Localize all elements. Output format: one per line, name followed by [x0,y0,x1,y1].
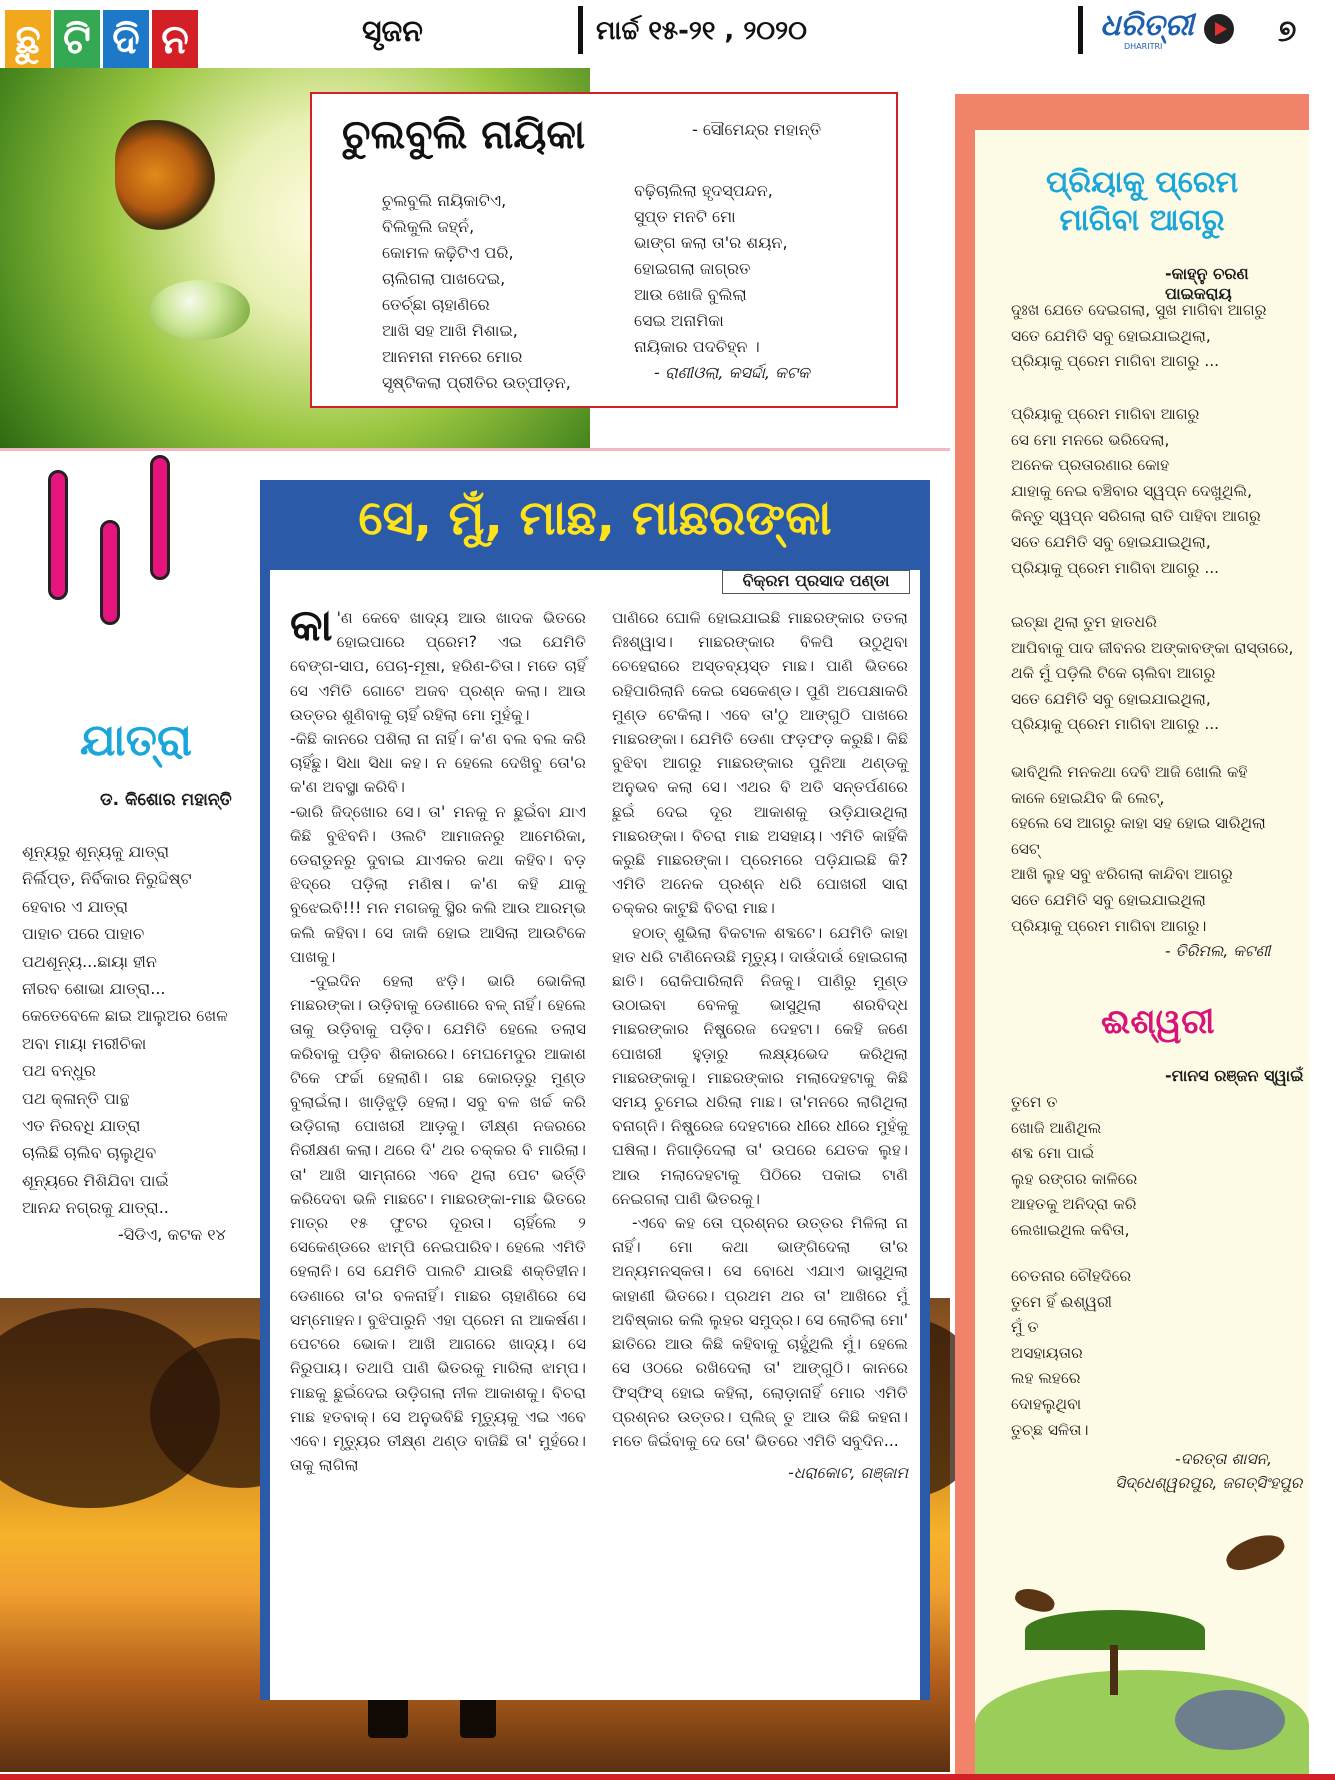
poem-column-2 [634,178,810,386]
poem-line: ଶୂନ୍ୟରୁ ଶୂନ୍ୟକୁ ଯାତ୍ରା [22,842,170,861]
poem-line: ସତେ ଯେମିତି ସବୁ ହୋଇଯାଇଥିଲା, [1011,326,1211,345]
poem-line: ସତେ ଯେମିତି ସବୁ ହୋଇଯାଇଥିଲା, [1011,532,1211,551]
poem-line: ହେଲେ ସେ ଆଗରୁ କାହା ସହ ହୋଇ ସାରିଥିଲା [1011,814,1266,833]
yatra-title: ଯାତ୍ରା [80,715,192,766]
poem-line: ସତେ ଯେମିତି ସବୁ ହୋଇଯାଇଥିଲା [1011,890,1206,909]
priya-stanza-4 [1011,760,1266,939]
poem-line: ଯାହାକୁ ନେଇ ବଞ୍ଚିବାର ସ୍ୱପ୍ନ ଦେଖୁଥିଲି, [1011,481,1253,500]
yatra-sign: -ସିଡିଏ, କଟକ ୧୪ [118,1225,226,1244]
poem-line: ପ୍ରିୟାକୁ ପ୍ରେମ ମାଗିବା ଆଗରୁ ... [1011,715,1220,734]
ishwari-sign: -ଦରତ୍ତା ଶାସନ, [1175,1450,1273,1468]
eagle-icon [1013,1585,1057,1615]
poem-line: ଲହ ଲହରେ [1011,1369,1081,1388]
poem-line: ତୁମେ ହିଁ ଈଶ୍ୱରୀ [1011,1292,1113,1311]
brand-logo: ଧରିତ୍ରୀ [1100,8,1194,43]
article-sign: -ଧରାକୋଟ, ଗଞ୍ଜାମ [788,1464,908,1483]
priya-sign: - ତିରିମଲ, କଟଣୀ [1165,942,1271,960]
poem-line: ଆଖି ଲୁହ ସବୁ ଝରିଗଲା କାନ୍ଦିବା ଆଗରୁ [1011,865,1233,884]
poem-line: ତୁମେ ତ [1011,1093,1058,1111]
poem-line: ତେର୍ଚ୍ଛା ଚାହାଣିରେ [382,295,490,314]
poem-line: ଥକି ମୁଁ ପଡ଼ିଲି ଟିକେ ଚାଲିବା ଆଗରୁ [1011,664,1216,683]
poem-line: ସେଟ୍ [1011,839,1040,858]
poem-line: ଚାଲିଗଲା ପାଖଦେଇ, [382,269,506,288]
decor-bar [100,520,120,625]
brand-sub: DHARITRI [1124,42,1163,51]
poem-line: ଆହତକୁ ଅନିଦ୍ରା କରି [1011,1195,1137,1214]
poem-line: ଦୁଃଖ ଯେତେ ଦେଇଗଲା, ସୁଖ ମାଗିବା ଆଗରୁ [1011,301,1267,319]
poem-line: ଭାଙ୍ଗ କଲା ତା'ର ଶୟନ, [634,233,788,252]
poem-line: ପ୍ରିୟାକୁ ପ୍ରେମ ମାଗିବା ଆଗରୁ। [1011,916,1207,935]
poem-line: ଚେତନାର ଚୌହଦିରେ [1011,1267,1132,1285]
poem-line: ସୃଷ୍ଟିକଲା ପ୍ରୀତିର ଉତ୍ପୀଡ଼ନ, [382,373,571,392]
poem-line: ପ୍ରିୟାକୁ ପ୍ରେମ ମାଗିବା ଆଗରୁ ... [1011,558,1220,577]
poem-line: କିନ୍ତୁ ସ୍ୱପ୍ନ ସରିଗଲା ରାତି ପାହିବା ଆଗରୁ [1011,507,1261,526]
article-author: ବିକ୍ରମ ପ୍ରସାଦ ପଣ୍ଡା [722,570,910,594]
play-icon [1204,14,1234,44]
yatra-poem [22,838,228,1222]
poem-line: କେତେବେଳେ ଛାଇ ଆଲୁଅର ଖେଳ [22,1006,228,1026]
poem-box-chulbuli [310,92,898,408]
ishwari-author: -ମାନସ ରଞ୍ଜନ ସ୍ୱାଇଁ [1165,1066,1304,1085]
poem-line: ପ୍ରିୟାକୁ ପ୍ରେମ ମାଗିବା ଆଗରୁ [1011,405,1200,423]
poem-line: ପଥ କ୍ଳାନ୍ତି ପାନ୍ଥ [22,1088,130,1108]
poem-line: ଦୋହଲୁଥିବା [1011,1394,1082,1413]
poem-line: କାଳେ ହୋଇଯିବ କି ଲେଟ୍, [1011,788,1165,807]
poem-line: ଆନମନା ମନରେ ମୋର [382,347,523,366]
poem-title: ଚୁଲବୁଲି ନାୟିକା [342,112,586,158]
eagle-icon [1222,1529,1288,1576]
title-line: ମାଗିବା ଆଗରୁ [1059,203,1225,238]
poem-line: ଚାଲିଛି ଚାଲିବ ଚାଲୁଥିବ [22,1143,157,1163]
poem-line: ମୁଁ ତ [1011,1318,1039,1337]
article-paragraph [290,600,586,727]
header-divider-left [578,6,583,54]
poem-author: - ସୌମେନ୍ଦ୍ର ମହାନ୍ତି [692,120,822,139]
poem-line: ଶୂନ୍ୟରେ ମିଶିଯିବା ପାଇଁ [22,1170,169,1190]
ishwari-stanza-1 [1011,1090,1137,1244]
yatra-author: ଡ. କିଶୋର ମହାନ୍ତି [100,790,232,810]
poem-sign: - ରାଣୀଓଲା, କସର୍ଦ୍ଦା, କଟକ [654,363,810,382]
water-drop-image [150,280,250,340]
title-line: ପ୍ରିୟାକୁ ପ୍ରେମ [1045,165,1239,200]
article-paragraph: -ଦୁଇଦିନ ହେଲା ଝଡ଼ି। ଭାରି ଭୋକିଲା ମାଛରଙ୍କା। ଉଡ଼ିବାକୁ ଡେଣାରେ ବଳ୍ ନାହିଁ। ହେଲେ ତାକୁ ଉଡ଼ିବାକୁ ପଡ଼ିବ। ଯେମିତି ହେଲେ ତଲାସ କରିବାକୁ ପଡ଼ିବ ଶିକାରରେ। ମେଘମେଦୁର ଆକାଶ ଟିକେ ଫର୍ଚ୍ଚା ହେଲାଣି। ଗଛ କୋରଡ଼ରୁ ମୁଣ୍ଡ ବୁଲାଇଁଲା। ଖାଡ଼ିଝୁଡ଼ି ହେଲା। ସବୁ ବଳ ଖର୍ଚ୍ଚ କରି ଉଡ଼ିଗଲା ପୋଖରୀ ଆଡ଼କୁ। ତୀକ୍ଷ୍ଣ ନଜରରେ ନିରୀକ୍ଷଣ କଲା। ଥରେ ଦି' ଥର ଚକ୍କର ବି ମାରିଲା। ତା' ଆଖି ସାମ୍ନାରେ ଏବେ ଥିଲା ପେଟ ଭର୍ତ୍ତି କରିଦେବା ଭଳି ମାଛଟେ। ମାଛରଙ୍କା-ମାଛ ଭିତରେ ମାତ୍ର ୧୫ ଫୁଟର ଦୂରତା। ଚାହିଁଲେ ୨ ସେକେଣ୍ଡରେ ଝାମ୍ପି ନେଇପାରିବ। ହେଲେ ଏମିତି ହେଲାନି। ସେ ଯେମିତି ପାଲଟି ଯାଉଛି ଶକ୍ତିହୀନ। ଡେଣାରେ ତା'ର ବଳନାହିଁ। ମାଛର ଚାହାଣିରେ ସେ ସମ୍ମୋହନ। ବୁଝିପାରୁନି ଏହା ପ୍ରେମ ନା ଆକର୍ଷଣ। ପେଟରେ ଭୋକ। ଆଖି ଆଗରେ ଖାଦ୍ୟ। ସେ ନିରୁପାୟ। ତଥାପି ପାଣି ଭିତରକୁ ମାରିଲା ଝାମ୍ପ। ମାଛକୁ ଛୁଇଁଦେଇ ଉଡ଼ିଗଲା ନୀଳ ଆକାଶକୁ। ବିଚରା ମାଛ ହତବାକ୍। ସେ ଅନୁଭବିଛି ମୃତ୍ୟୁକୁ ଏଇ ଏବେ ଏବେ। ମୃତ୍ୟୁର ତୀକ୍ଷ୍ଣ ଥଣ୍ଡ ବାଜିଛି ତା' ମୁହଁରେ। ତାକୁ ଲାଗିଲା [290,972,586,1475]
poem-line: ଇଚ୍ଛା ଥିଲା ତୁମ ହାତଧରି [1011,613,1157,631]
poem-line: ଲେଖାଇଥିଲ କବିତା, [1011,1220,1130,1239]
paragraph-text: 'ଣ କେବେ ଖାଦ୍ୟ ଆଉ ଖାଦକ ଭିତରେ ହୋଇପାରେ ପ୍ରେମ? ଏଇ ଯେମିତି ବେଙ୍ଗ-ସାପ, ପେଚା-ମୂଷା, ହରିଣ-ଚିତା। ମତେ ଚାହିଁ ସେ ଏମିତି ଗୋଟେ ଅଜବ ପ୍ରଶ୍ନ କଲା। ଆଉ ଉତ୍ତର ଶୁଣିବାକୁ ଚାହିଁ ରହିଲା ମୋ ମୁହଁକୁ। [290,609,586,724]
poem-line: ହେବାର ଏ ଯାତ୍ରା [22,896,129,916]
poem-line: ଆପିବାକୁ ପାଦ ଜୀବନର ଅଙ୍କାବଙ୍କା ରାସ୍ତାରେ, [1011,638,1294,657]
article-paragraph: -ଭାରି ଜିଦ୍‌ଖୋର ସେ। ତା' ମନକୁ ନ ଛୁଇଁବା ଯାଏ କିଛି ବୁଝିବନି। ଓଲଟି ଆମାଜନରୁ ଆମେରିକା, ଡେରାଡୁନରୁ ଦୁବାଇ ଯାଏକର କଥା କହିବ। ବଡ଼ ଝିଦ୍‌ରେ ପଡ଼ିଲା ମଣିଷ। କ'ଣ କହି ଯାକୁ ବୁଝେଇବି!!! ମନ ମଗଜକୁ ସ୍ଥିର କଲି ଆଉ ଆରମ୍ଭ କଲି କହିବା। ସେ ଜାକି ହୋଇ ଆସିଲା ଆଉଟିକେ ପାଖକୁ। [290,802,586,966]
article-paragraph: -କିଛି କାନରେ ପଶିଲା ନା ନାହିଁ। କ'ଣ ବଲ ବଲ କରି ଚାହିଁଛୁ। ସିଧା ସିଧା କହ। ନ ହେଲେ ଦେଖିବୁ ତୋ'ର କ'ଣ ଅବସ୍ଥା କରିବି। [290,730,586,797]
poem-line: ହୋଇଗଲା ଜାଗ୍ରତ [634,259,751,278]
article-body [260,570,930,1700]
ishwari-stanza-2 [1011,1264,1131,1443]
article-column-2 [612,606,908,1485]
priya-author: -କାହ୍ନୁ ଚରଣ ପାଇକରାୟ [1165,264,1249,303]
rock-shape [1175,1690,1285,1750]
poem-line: ସୁପ୍ତ ମନଟି ମୋ [634,207,736,226]
ishwari-sign-place: ସିଦ୍ଧେଶ୍ୱରପୁର, ଜଗତ୍‌ସିଂହପୁର [1115,1474,1303,1492]
article-paragraph: ପାଣିରେ ଘୋଳି ହୋଇଯାଇଛି ମାଛରଙ୍କାର ତତଲା ନିଃଶ୍ୱାସ। ମାଛରଙ୍କାର ବିଳପି ଉଠୁଥିବା ଚେହେରାରେ ଅସ୍ତବ୍ୟସ୍ତ ମାଛ। ପାଣି ଭିତରେ ରହିପାରିଲାନି କେଇ ସେକେଣ୍ଡ। ପୁଣି ଅପେକ୍ଷାକରି ମୁଣ୍ଡ ଟେକିଲା। ଏବେ ତା'ଠୁ ଆଙ୍ଗୁଠି ପାଖରେ ମାଛରଙ୍କା। ଯେମିତି ଡେଣା ଫଡ଼ଫଡ଼ କରୁଛି। କିଛି ବୁଝିବା ଆଗରୁ ମାଛରଙ୍କାର ପୁନିଆ ଥଣ୍ଡକୁ ଅନୁଭବ କଲା ସେ। ଏଥର ବି ଅତି ସନ୍ତର୍ପଣରେ ଛୁଇଁ ଦେଇ ଦୂର ଆକାଶକୁ ଉଡ଼ିଯାଉଥିଲା ମାଛରଙ୍କା। ବିଚରା ମାଛ ଅସହାୟ। ଏମିତି କାହିଁକି କରୁଛି ମାଛରଙ୍କା। ପ୍ରେମରେ ପଡ଼ିଯାଇଛି କି? ଏମିତି ଅନେକ ପ୍ରଶ୍ନ ଧରି ପୋଖରୀ ସାରା ଚକ୍କର କାଟୁଛି ବିଚରା ମାଛ। [612,609,908,918]
poem-line: ଶବ୍ଦ ମୋ ପାଇଁ [1011,1144,1095,1163]
poem-line: ଚୁଲବୁଲି ନାୟିକାଟିଏ, [382,191,507,210]
article-column-1 [290,600,586,1477]
poem-line: ସତେ ଯେମିତି ସବୁ ହୋଇଯାଇଥିଲା, [1011,689,1211,708]
page-number: ୭ [1278,14,1297,49]
logo-tile-2: ଟି [54,10,100,70]
section-name: ସୃଜନ [362,14,423,49]
poem-line: ଆଖି ସହ ଆଖି ମିଶାଇ, [382,321,518,340]
header-divider-right [1078,6,1083,54]
poem-column-1 [382,188,571,396]
article-paragraph: ହଠାତ୍ ଶୁଭିଲା ବିକଟାଳ ଶବ୍ଦଟେ। ଯେମିତି କାହା ହାତ ଧରି ଟାଣିନେଉଛି ମୃତ୍ୟୁ। ଦାଉଁଦାଉଁ ହୋଇଗଲା ଛାତି। ରୋକିପାରିଲାନି ନିଜକୁ। ପାଣିରୁ ମୁଣ୍ଡ ଉଠାଇବା ବେଳକୁ ଭାସୁଥିଲା ଶରବିଦ୍ଧ ମାଛରଙ୍କାର ନିଷ୍ପ୍ରେଜ ଦେହଟା। କେହି ଜଣେ ପୋଖରୀ ହୁଡ଼ାରୁ ଲକ୍ଷ୍ୟଭେଦ କରିଥିଲା ମାଛରଙ୍କାକୁ। ମାଛରଙ୍କାର ମଲାଦେହଟାକୁ କିଛି ସମୟ ଚୁମେଇ ଧରିଲା ମାଛ। ତା'ମନରେ ଲାଗିଥିଲା ବନାଗ୍ନି। ନିଷ୍ପ୍ରେଜ ଦେହଟାରେ ଧୀରେ ଧୀରେ ମୁହଁକୁ ଘଷିଲା। ନିଗାଡ଼ିଦେଲା ତା' ଉପରେ ଯେତକ ଲୁହ। ଆଉ ମଲାଦେହଟାକୁ ପିଠିରେ ପକାଇ ଟାଣି ନେଇଗଲା ପାଣି ଭିତରକୁ। [612,923,908,1208]
logo-tile-3: ଦି [103,10,149,70]
poem-line: ସେଇ ଅନାମିକା [634,311,724,330]
poem-line: ଅସହାୟତାର [1011,1343,1083,1362]
poem-line: ସେ ମୋ ମନରେ ଭରିଦେଲା, [1011,430,1170,449]
poem-line: ଅନେକ ପ୍ରତାରଣାର କୋହ [1011,456,1170,475]
poem-line: ପଥଶୂନ୍ୟ...ଛାୟା ହୀନ [22,951,157,971]
poem-line: ପାହାଚ ପରେ ପାହାଚ [22,924,145,944]
poem-line: ଆଉ ଖୋଜି ବୁଲିଲା [634,285,747,304]
poem-line: ପଥ ବନ୍ଧୁର [22,1061,96,1081]
decor-bar [150,455,170,580]
poem-line: ଅବା ମାୟା ମରୀଚିକା [22,1033,147,1053]
poem-line: ପ୍ରିୟାକୁ ପ୍ରେମ ମାଗିବା ଆଗରୁ ... [1011,352,1220,371]
poem-line: ନାୟିକାର ପଦଚିହ୍ନ । [634,337,760,356]
poem-line: ଆନନ୍ଦ ନଗ୍ରକୁ ଯାତ୍ରା.. [22,1198,169,1218]
poem-line: ନୀରବ ଶୋଭା ଯାତ୍ରା... [22,979,166,999]
article-paragraph: -ଏବେ କହ ତୋ ପ୍ରଶ୍ନର ଉତ୍ତର ମିଳିଲା ନା ନାହିଁ। ମୋ କଥା ଭାଙ୍ଗିଦେଲା ତା'ର ଅନ୍ୟମନସ୍କତା। ସେ ବୋଧେ ଏଯାଏ ଭାସୁଥିଲା କାହାଣୀ ଭିତରେ। ପ୍ରଥମ ଥର ତା' ଆଖିରେ ମୁଁ ଅବିଷ୍କାର କଲି ଲୁହର ସମୁଦ୍ର। ସେ ଲୋଚିଲା ମୋ' ଛାତିରେ ଆଉ କିଛି କହିବାକୁ ଚାହୁଁଥିଲି ମୁଁ। ହେଲେ ସେ ଓଠରେ ରଖିଦେଲା ତା' ଆଙ୍ଗୁଠି। କାନରେ ଫିସ୍‌ଫିସ୍ ହୋଇ କହିଲା, ଲୋଡ଼ାନାହିଁ ମୋର ଏମିତି ପ୍ରଶ୍ନର ଉତ୍ତର। ପ୍ଲିଜ୍ ତୁ ଆଉ କିଛି କହନା। ମତେ ଜିଇଁବାକୁ ଦେ ତୋ' ଭିତରେ ଏମିତି ସବୁଦିନ... [612,1214,908,1450]
poem-line: ଲୁହ ରଙ୍ଗର କାଳିରେ [1011,1169,1138,1188]
priya-stanza-2 [1011,402,1261,581]
tree-trunk [1110,1645,1118,1695]
logo-tile-1: ଛୁ [5,10,51,70]
tree-shape [1025,1610,1205,1650]
poem-line: ବିଲିକୁଲି ଜହ୍ନଁ, [382,217,475,236]
poem-line: ନିର୍ଲିପ୍ତ, ନିର୍ବିକାର ନିରୁଦ୍ଦିଷ୍ଟ [22,869,192,889]
poem-line: ଖୋଜି ଆଣିଥିଲ [1011,1118,1102,1137]
decor-bar [48,470,68,600]
priya-stanza-1 [1011,298,1266,375]
poem-line: ବଢ଼ିଚାଲିଲା ହୃଦସ୍ପନ୍ଦନ, [634,181,773,200]
right-column-box [975,130,1309,1780]
bottom-rule [0,1774,1335,1780]
ishwari-title: ଈଶ୍ୱରୀ [1101,1002,1215,1042]
priya-stanza-3 [1011,610,1293,738]
issue-date: ମାର୍ଚ୍ଚ ୧୫-୨୧ , ୨୦୨୦ [596,16,807,46]
poem-line: ଭାବିଥିଲି ମନକଥା ଦେବି ଆଜି ଖୋଲି କହି [1011,763,1248,781]
drop-cap: କା [290,600,333,651]
article-title: ସେ, ମୁଁ, ମାଛ, ମାଛରଙ୍କା [358,490,832,546]
poem-line: ତୁଚ୍ଛ ସଳିତା। [1011,1420,1089,1439]
poem-line: କୋମଳ କଢ଼ିଟିଏ ପରି, [382,243,514,262]
logo-tile-4: ନ [152,10,198,70]
priya-title [975,164,1309,240]
divider-line [0,448,950,451]
poem-line: ଏତ ନିରବଧି ଯାତ୍ରା [22,1116,141,1136]
